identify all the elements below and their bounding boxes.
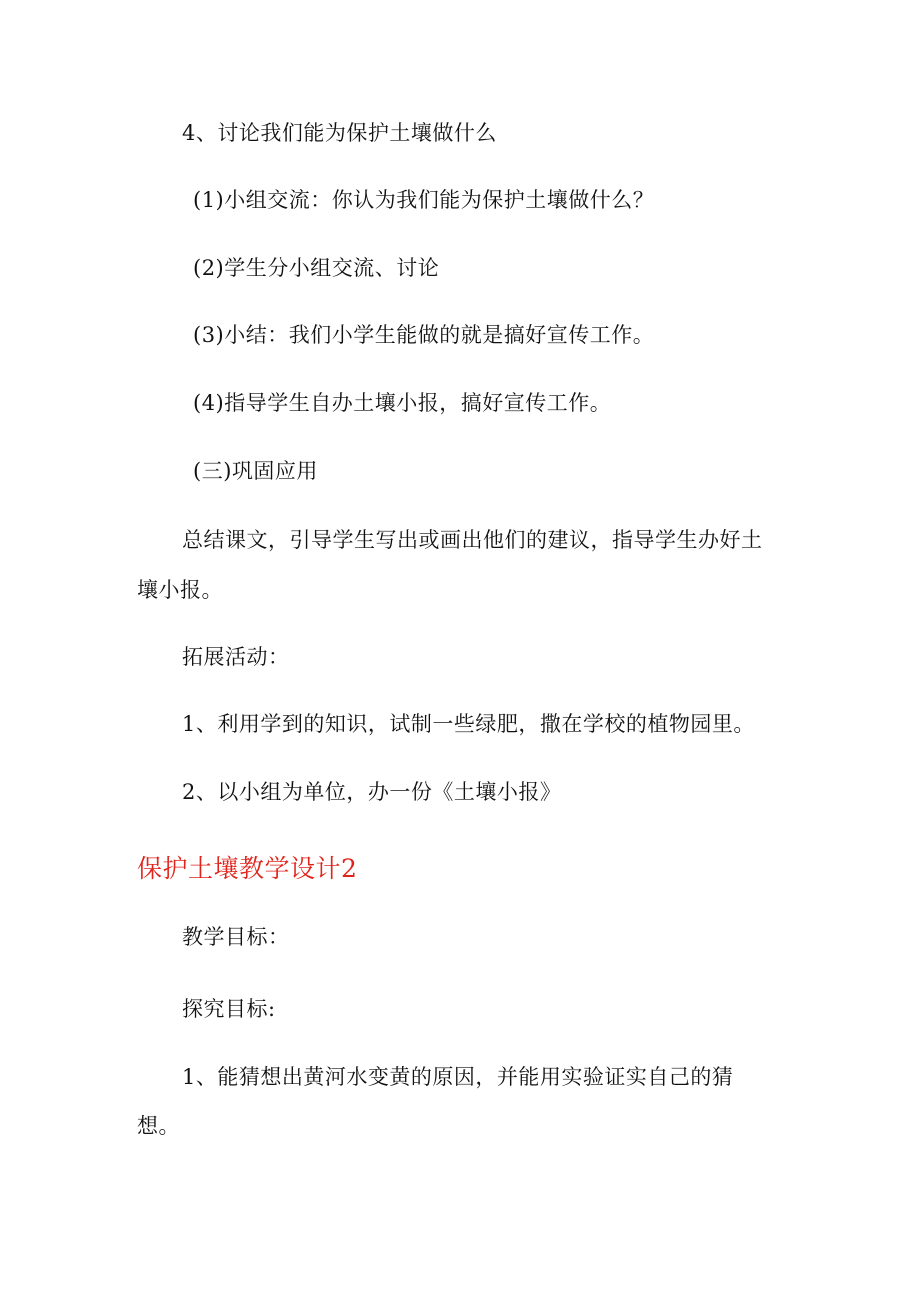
paragraph-summary: (3)小结：我们小学生能做的就是搞好宣传工作。 [193,323,655,347]
paragraph-conclusion-line-1: 总结课文，引导学生写出或画出他们的建议，指导学生办好土 [182,528,763,552]
paragraph-discussion-title: 4、讨论我们能为保护土壤做什么 [182,121,497,145]
paragraph-conclusion-line-2: 壤小报。 [137,578,223,602]
paragraph-inquiry-goals: 探究目标: [182,997,276,1021]
paragraph-guide-newspaper: (4)指导学生自办土壤小报，搞好宣传工作。 [193,391,612,415]
paragraph-extension-activity: 拓展活动： [182,645,290,669]
paragraph-soil-newspaper: 2、以小组为单位，办一份《土壤小报》 [182,780,562,804]
paragraph-teaching-goals: 教学目标： [182,925,290,949]
paragraph-yellow-river-line-1: 1、能猜想出黄河水变黄的原因，并能用实验证实自己的猜 [182,1065,734,1089]
section-heading: 保护土壤教学设计2 [137,854,358,883]
paragraph-green-manure: 1、利用学到的知识，试制一些绿肥，撒在学校的植物园里。 [182,712,755,736]
paragraph-consolidation: (三)巩固应用 [193,459,318,483]
paragraph-yellow-river-line-2: 想。 [137,1114,180,1138]
paragraph-group-exchange: (1)小组交流：你认为我们能为保护土壤做什么？ [193,188,655,212]
paragraph-student-discussion: (2)学生分小组交流、讨论 [193,256,440,280]
